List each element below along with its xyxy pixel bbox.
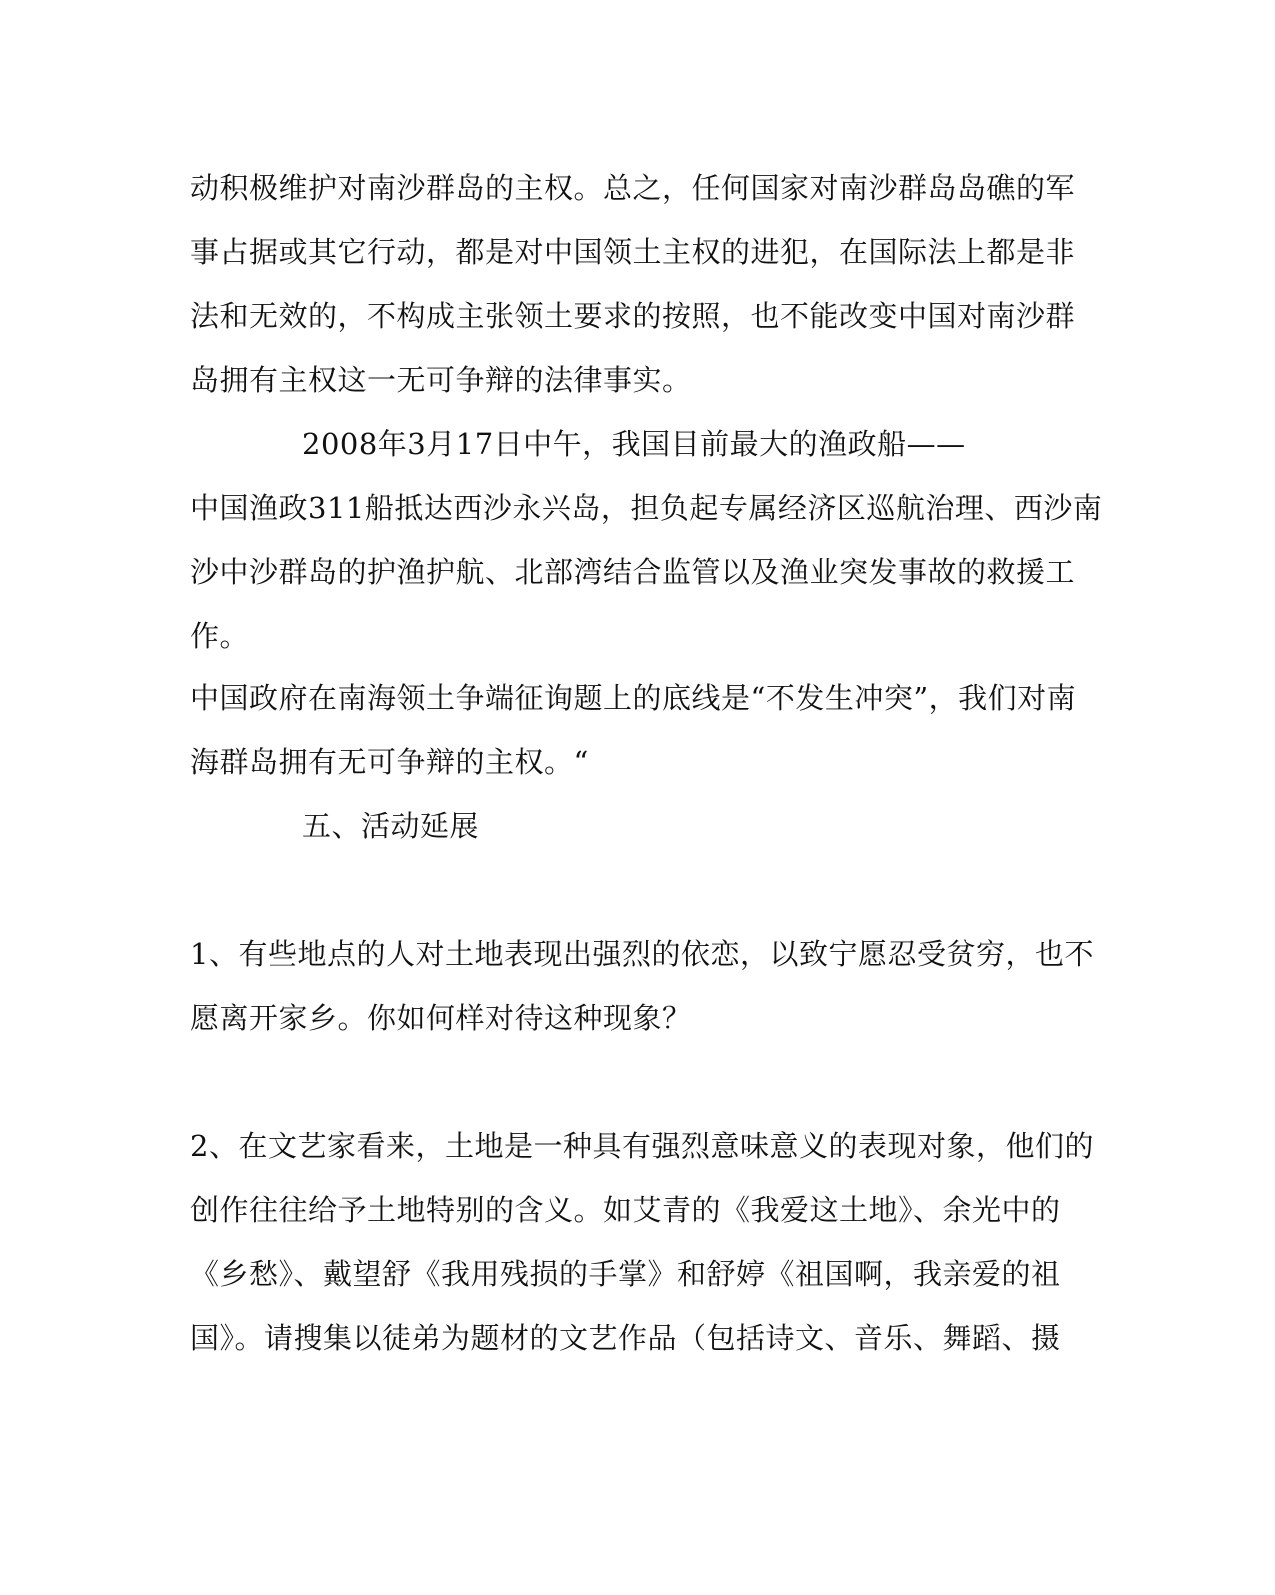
paragraph-line: 事占据或其它行动，都是对中国领土主权的进犯，在国际法上都是非 [190, 235, 1076, 269]
paragraph-line: 岛拥有主权这一无可争辩的法律事实。 [190, 363, 692, 397]
paragraph-line: 作。 [190, 619, 250, 653]
list-item-line: 国》。请搜集以徒弟为题材的文艺作品（包括诗文、音乐、舞蹈、摄 [190, 1321, 1061, 1355]
paragraph-line: 动积极维护对南沙群岛的主权。总之，任何国家对南沙群岛岛礁的军 [190, 171, 1076, 205]
list-item-line: 2、在文艺家看来，土地是一种具有强烈意味意义的表现对象，他们的 [190, 1129, 1094, 1163]
paragraph-line: 中国政府在南海领土争端征询题上的底线是“不发生冲突”，我们对南 [190, 681, 1077, 715]
section-heading: 五、活动延展 [302, 809, 480, 843]
paragraph-line: 沙中沙群岛的护渔护航、北部湾结合监管以及渔业突发事故的救援工 [190, 555, 1076, 589]
paragraph-line: 中国渔政311船抵达西沙永兴岛，担负起专属经济区巡航治理、西沙南 [190, 491, 1103, 525]
list-item-line: 创作往往给予土地特别的含义。如艾青的《我爱这土地》、余光中的 [190, 1193, 1061, 1227]
list-item-line: 1、有些地点的人对土地表现出强烈的依恋，以致宁愿忍受贫穷，也不 [190, 937, 1094, 971]
list-item-line: 愿离开家乡。你如何样对待这种现象？ [190, 1001, 692, 1035]
paragraph-line: 2008年3月17日中午，我国目前最大的渔政船—— [302, 427, 966, 461]
paragraph-line: 海群岛拥有无可争辩的主权。“ [190, 745, 589, 779]
paragraph-line: 法和无效的，不构成主张领土要求的按照，也不能改变中国对南沙群 [190, 299, 1076, 333]
list-item-line: 《乡愁》、戴望舒《我用残损的手掌》和舒婷《祖国啊，我亲爱的祖 [190, 1257, 1061, 1291]
